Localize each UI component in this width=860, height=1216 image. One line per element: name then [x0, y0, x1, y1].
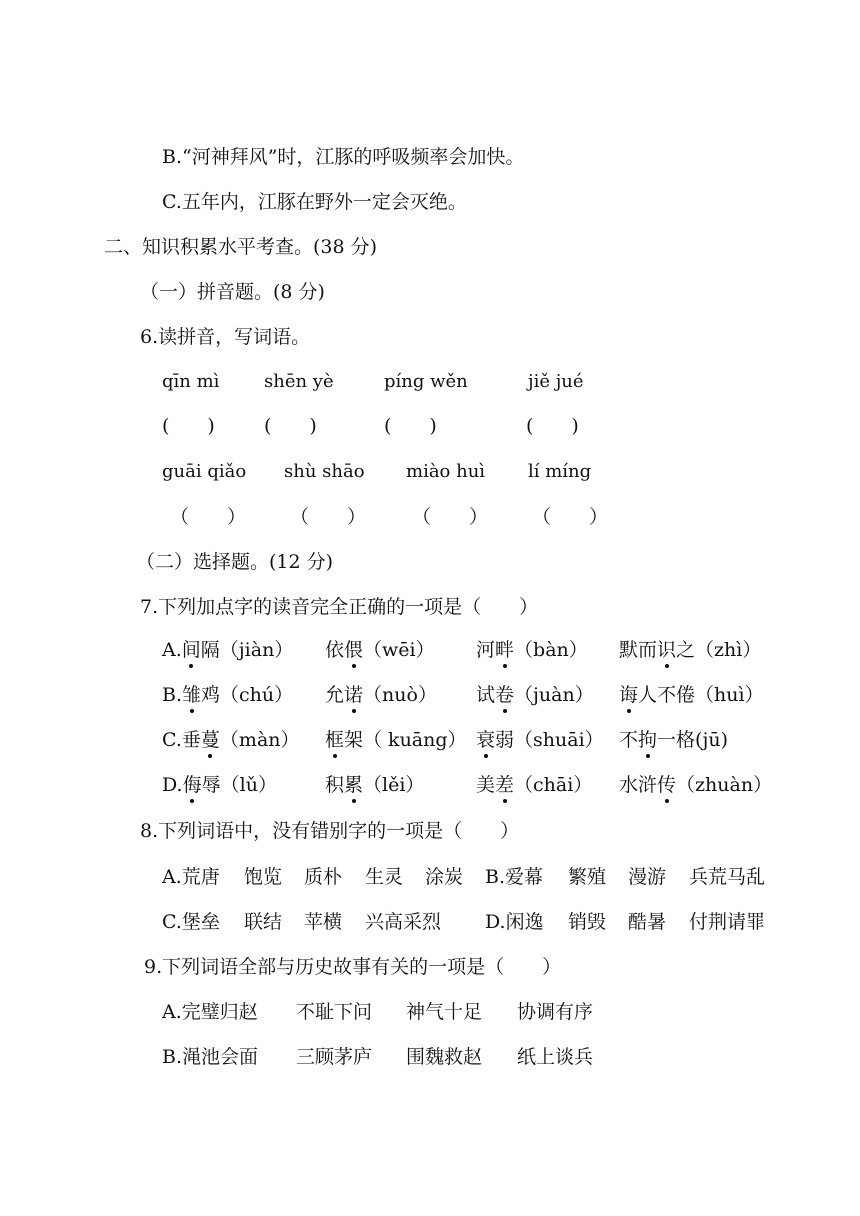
emphasis-char: 间: [181, 639, 201, 661]
q8-word: 漫游: [628, 866, 667, 888]
q9-word: 协调有序: [517, 1001, 594, 1023]
answer-blank: ( ): [264, 415, 317, 437]
q8-word: 兵荒马乱: [689, 866, 766, 888]
q7-option-d-word-2: 积累（lěi）: [325, 774, 425, 796]
q7-option-d-word-4: 水浒传（zhuàn）: [619, 774, 773, 796]
q7-option-d-word-1: D.侮辱（lǔ）: [162, 774, 277, 796]
q7-option-a-word-4: 默而识之（zhì）: [619, 639, 762, 661]
answer-blank: ( ): [162, 415, 215, 437]
pinyin-1: qīn mì: [162, 371, 220, 392]
q8-word: B.爱幕: [485, 866, 544, 888]
q9-word: 围魏救赵: [406, 1046, 483, 1068]
q9-option-a: A.完璧归赵: [162, 1001, 258, 1023]
q9-option-b: B.渑池会面: [162, 1046, 259, 1068]
q7-option-c-word-4: 不拘一格(jū): [619, 729, 728, 751]
q8-word: 付荆请罪: [689, 911, 766, 933]
q8-word: 销毁: [568, 911, 607, 933]
q7-option-b-word-1: B.雏鸡（chú）: [162, 684, 294, 706]
answer-blank: ( ): [384, 415, 437, 437]
q9-word: 神气十足: [406, 1001, 483, 1023]
pinyin-2: shēn yè: [264, 371, 334, 392]
emphasis-char: 偎: [344, 639, 364, 661]
q9-stem: 9.下列词语全部与历史故事有关的一项是（ ）: [144, 956, 562, 978]
emphasis-char: 诲: [619, 684, 639, 706]
part-1-title: （一）拼音题。(8 分): [140, 281, 325, 303]
emphasis-char: 侮: [182, 774, 202, 796]
q7-option-b-word-3: 试卷（juàn）: [476, 684, 594, 706]
pinyin-7: miào huì: [406, 461, 486, 482]
answer-blank: （ ）: [532, 506, 609, 528]
emphasis-char: 拘: [638, 729, 658, 751]
answer-blank: （ ）: [412, 506, 489, 528]
emphasis-char: 蔓: [200, 729, 220, 751]
q8-word: A.荒唐: [162, 866, 220, 888]
q5-option-c: C.五年内，江豚在野外一定会灭绝。: [162, 191, 467, 213]
q8-word: 酷暑: [628, 911, 667, 933]
q8-word: 涂炭: [425, 866, 464, 888]
emphasis-char: 诺: [344, 684, 364, 706]
q8-word: 兴高采烈: [365, 911, 442, 933]
q8-word: D.闲逸: [485, 911, 544, 933]
q7-option-a-word-3: 河畔（bàn）: [476, 639, 588, 661]
answer-blank: （ ）: [170, 506, 247, 528]
emphasis-char: 识: [657, 639, 677, 661]
emphasis-char: 差: [495, 774, 515, 796]
q8-word: 生灵: [365, 866, 404, 888]
answer-blank: （ ）: [290, 506, 367, 528]
pinyin-3: píng wěn: [384, 371, 468, 392]
section-2-title: 二、知识积累水平考查。(38 分): [104, 236, 378, 258]
q8-word: 苹横: [304, 911, 343, 933]
q7-option-a-word-1: A.间隔（jiàn）: [162, 639, 294, 661]
emphasis-char: 衰: [476, 729, 496, 751]
pinyin-8: lí míng: [528, 461, 592, 482]
q6-stem: 6.读拼音，写词语。: [140, 326, 311, 348]
answer-blank: ( ): [526, 415, 579, 437]
q7-option-b-word-4: 诲人不倦（huì）: [619, 684, 764, 706]
q8-stem: 8.下列词语中，没有错别字的一项是（ ）: [140, 820, 520, 842]
part-2-title: （二）选择题。(12 分): [136, 551, 334, 573]
emphasis-char: 卷: [495, 684, 515, 706]
q8-word: 繁殖: [568, 866, 607, 888]
q8-word: 饱览: [244, 866, 283, 888]
q7-option-a-word-2: 依偎（wēi）: [325, 639, 435, 661]
q7-option-c-word-3: 衰弱（shuāi）: [476, 729, 604, 751]
q8-word: 联结: [244, 911, 283, 933]
emphasis-char: 框: [325, 729, 345, 751]
q9-word: 三顾茅庐: [296, 1046, 373, 1068]
emphasis-char: 传: [657, 774, 677, 796]
emphasis-char: 畔: [495, 639, 515, 661]
q9-word: 纸上谈兵: [517, 1046, 594, 1068]
pinyin-5: guāi qiǎo: [162, 461, 247, 482]
q7-option-d-word-3: 美差（chāi）: [476, 774, 593, 796]
pinyin-6: shù shāo: [284, 461, 365, 482]
q7-option-c-word-1: C.垂蔓（màn）: [162, 729, 300, 751]
emphasis-char: 累: [344, 774, 364, 796]
q7-option-b-word-2: 允诺（nuò）: [325, 684, 437, 706]
pinyin-4: jiě jué: [528, 371, 584, 392]
q9-word: 不耻下问: [296, 1001, 373, 1023]
q8-word: 质朴: [304, 866, 343, 888]
q7-option-c-word-2: 框架（ kuāng）: [325, 729, 467, 751]
q5-option-b: B.“河神拜风”时，江豚的呼吸频率会加快。: [162, 146, 525, 168]
q7-stem: 7.下列加点字的读音完全正确的一项是（ ）: [140, 596, 539, 618]
q8-word: C.堡垒: [162, 911, 220, 933]
emphasis-char: 雏: [182, 684, 202, 706]
